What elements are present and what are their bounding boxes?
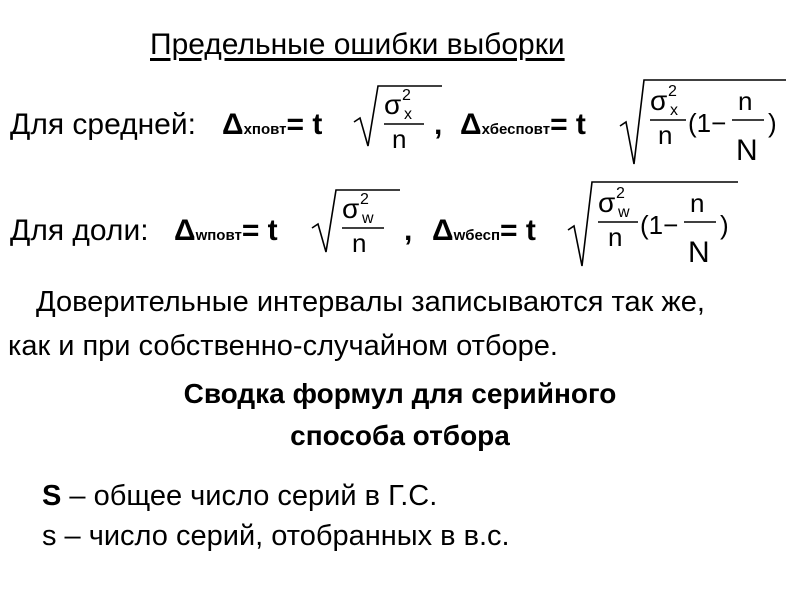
delta-symbol: Δ (432, 214, 454, 247)
denominator-n: n (608, 222, 623, 252)
delta-symbol: Δ (174, 214, 196, 247)
sqrt-formula-share-povt (310, 186, 402, 258)
definition-S (42, 480, 437, 513)
delta-w-besp (432, 214, 536, 248)
fraction-n: n (738, 86, 753, 116)
delta-x-bespovt (460, 108, 586, 142)
denominator-n: n (392, 124, 407, 152)
separator: , (434, 108, 443, 141)
delta-subscript: хбесповт (481, 121, 551, 138)
label-share: Для доли: (10, 214, 149, 247)
symbol-S: S (42, 480, 62, 512)
fraction-N: N (736, 134, 758, 167)
delta-subscript: хповт (243, 121, 287, 138)
sigma-symbol: σ (650, 85, 668, 116)
paragraph-line-2: как и при собственно-случайном отборе. (8, 330, 558, 362)
sigma-subscript: х (404, 106, 412, 123)
sigma-subscript: w (618, 204, 630, 221)
sqrt-formula-share-besp (566, 178, 742, 270)
denominator-n: n (352, 228, 367, 258)
sigma-symbol: σ (384, 89, 402, 120)
sigma-subscript: х (670, 102, 678, 119)
square-mark: 2 (360, 191, 369, 208)
delta-symbol: Δ (460, 108, 482, 141)
fraction-N: N (688, 236, 710, 269)
equals-t: = t (500, 214, 536, 247)
delta-subscript: wбесп (453, 227, 501, 244)
page-title: Предельные ошибки выборки (150, 28, 565, 61)
definition-S-text: – общее число серий в Г.С. (61, 480, 438, 512)
sqrt-formula-mean-povt (352, 82, 442, 152)
one-minus: (1− (640, 210, 679, 240)
square-mark: 2 (616, 185, 625, 202)
sigma-subscript: w (362, 210, 374, 227)
summary-heading-line-1: Сводка формул для серийного (183, 378, 617, 409)
denominator-n: n (658, 120, 673, 150)
delta-x-povt (222, 108, 322, 142)
close-paren: ) (768, 108, 777, 138)
definition-s: s – число серий, отобранных в в.с. (42, 520, 510, 552)
delta-w-povt (174, 214, 278, 248)
delta-subscript: wповт (195, 227, 242, 244)
separator: , (404, 214, 413, 247)
equals-t: = t (241, 214, 278, 247)
delta-symbol: Δ (222, 108, 244, 141)
paragraph-line-1: Доверительные интервалы записываются так же, (36, 286, 705, 318)
square-mark: 2 (402, 87, 411, 104)
square-mark: 2 (668, 83, 677, 100)
one-minus: (1− (688, 108, 727, 138)
equals-t: = t (286, 108, 323, 141)
equals-t: = t (550, 108, 586, 141)
summary-heading-line-2: способа отбора (290, 420, 510, 451)
sigma-symbol: σ (342, 193, 360, 224)
sigma-symbol: σ (598, 187, 616, 218)
close-paren: ) (720, 210, 729, 240)
fraction-n: n (690, 188, 705, 218)
sqrt-formula-mean-bespovt (618, 76, 788, 168)
label-mean: Для средней: (10, 108, 196, 141)
